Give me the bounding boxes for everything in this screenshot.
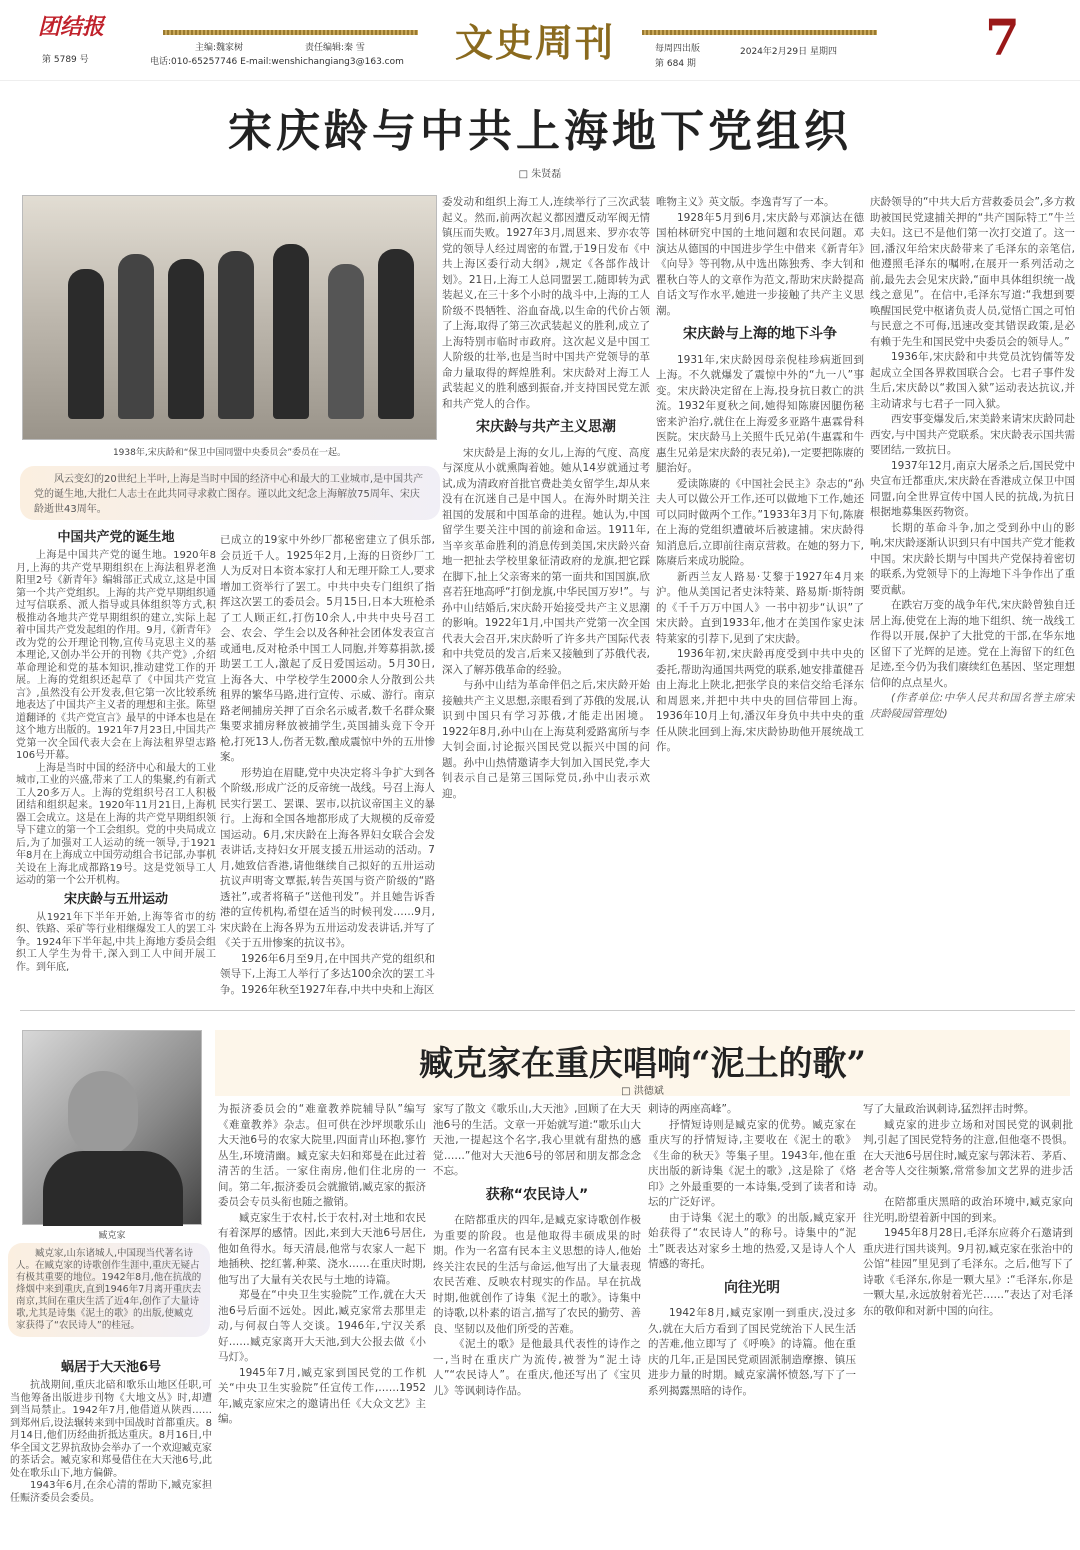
paragraph: 臧克家生于农村,长于农村,对土地和农民有着深厚的感情。因此,来到大天池6号居住,他如鱼得水。每天清晨,他常与农家人一起下地插秧、挖红薯,种菜、浇水……在重庆时期,他写出了大量有关农民与土地的诗篇。	[218, 1211, 426, 1286]
paragraph: 1945年7月,臧克家到国民党的工作机关“中央卫生实验院”任宣传工作,……1952年,臧克家应宋之的邀请出任《大众文艺》主编。	[218, 1366, 426, 1425]
paragraph: 家写了散文《歌乐山,大天池》,回顾了在大天池6号的生活。文章一开始就写道:“歌乐山大天池,一提起这个名字,我心里就有甜热的感觉……”他对大天池6号的邻居和朋友都念念不忘。	[433, 1103, 641, 1177]
paragraph: 抗战期间,重庆北碚和歌乐山地区任职,可当他筹备出版进步刊物《大地文丛》时,却遭到当局禁止。1942年7月,他借道从陕西……到郑州后,设法辗转来到中国战时首都重庆。8月14日,他们历经曲折抵达重庆。8月16日,中华全国文艺界抗敌协会举办了一个欢迎臧克家的茶话会。臧克家和郑曼借住在大天池6号,此处在歌乐山下,地方偏僻。	[10, 1380, 212, 1479]
article1-column-5	[870, 195, 1075, 1003]
paragraph: 唯物主义》英文版。李逸青写了一本。	[656, 196, 835, 208]
article1-photo-caption: 1938年,宋庆龄和“保卫中国同盟中央委员会”委员在一起。	[112, 448, 347, 458]
paragraph: 新西兰友人路易·艾黎于1927年4月来沪。他从美国记者史沫特莱、路易斯·斯特朗的《千千万万中国人》一书中初步“认识”了宋庆龄。直到1933年,他才在美国作家史沫特莱家的引荐下,见到了宋庆龄。	[656, 570, 864, 645]
article2-column-3	[433, 1102, 641, 1548]
paragraph: 庆龄领导的“中共大后方营救委员会”,多方救助被国民党逮捕关押的“共产国际特工”牛兰夫妇。这已不是他们第一次打交道了。这一回,潘汉年给宋庆龄带来了毛泽东的亲笔信,他遵照毛泽东的嘱咐,在展开一系列活动之前,最先去会见宋庆龄,“面申具体组织统一战线之意见”。在信中,毛泽东写道:“我想到要唤醒国民党中枢诸负责人员,觉悟亡国之可怕与民意之不可侮,迅速改变其错误政策,是必有赖于先生和国民党中央委员会的领导人。”	[870, 196, 1075, 348]
publish-schedule: 每周四出版	[655, 44, 701, 54]
section-heading: 中国共产党的诞生地	[57, 530, 175, 545]
section-heading: 宋庆龄与五卅运动	[63, 891, 168, 907]
paragraph: 刺诗的两座高峰”。	[648, 1103, 738, 1115]
paragraph: 写了大量政治讽刺诗,猛烈抨击时弊。	[863, 1103, 1035, 1115]
paragraph: 西安事变爆发后,宋美龄来请宋庆龄同赴西安,与中国共产党联系。宋庆龄表示国共需要团结,一致抗日。	[870, 413, 1075, 456]
paragraph: 1936年初,宋庆龄再度受到中共中央的委托,帮助沟通国共两党的联系,她安排董健吾由上海北上陕北,把张学良的来信交给毛泽东和周恩来,并把中共中央的回信带回上海。1936年10月上旬,潘汉年身负中共中央的重任从陕北回到上海,宋庆龄协助他开展统战工作。	[656, 648, 864, 753]
article1-title: 宋庆龄与中共上海地下党组织	[228, 106, 852, 157]
section-heading: 宋庆龄与上海的地下斗争	[683, 326, 837, 342]
header-bar-left	[163, 30, 418, 35]
author-note: (作者单位:中华人民共和国名誉主席宋庆龄陵园管理处)	[870, 692, 1075, 720]
paragraph: 从1921年下半年开始,上海等省市的纺织、铁路、采矿等行业相继爆发工人的罢工斗争。1924年下半年起,中共上海地方委员会组织工人学生为骨干,深入到工人中间开展工作。到年底,	[16, 911, 216, 973]
issue-number: 第 5789 号	[42, 55, 89, 65]
article2-byline: □ 洪德斌	[621, 1086, 664, 1097]
section-heading: 宋庆龄与共产主义思潮	[476, 419, 616, 435]
paragraph: 1943年6月,在余心清的帮助下,臧克家担任赈济委员会委员。	[10, 1480, 212, 1504]
paragraph: 在跌宕万变的战争年代,宋庆龄曾独自迁居上海,使党在上海的地下组织、统一战线工作得以开展,保护了大批党的干部,在华东地区留下了光辉的足迹。党在上海留下的红色足迹,至今仍为我们赓续红色基因、坚定理想信仰的点点星火。	[870, 599, 1075, 689]
article1-byline: □ 朱贤磊	[518, 169, 562, 180]
paragraph: 与孙中山结为革命伴侣之后,宋庆龄开始接触共产主义思想,亲眼看到了苏俄的发展,认识到中国只有学习苏俄,才能走出困境。1922年8月,孙中山在上海莫利爱路寓所与李大钊会面,讨论振兴国民党以振兴中国的问题。孙中山热情邀请李大钊加入国民党,李大钊表示自己是第三国际党员,孙中山表示欢迎。	[442, 679, 650, 800]
paragraph: 爱读陈赓的《中国社会民主》杂志的“孙夫人可以做公开工作,还可以做地下工作,她还可以同时做两个工作。”1933年3月下旬,陈赓在上海的党组织遭破坏后被逮捕。宋庆龄得知消息后,立即前往南京营救。在她的努力下,陈赓后来成功脱险。	[656, 477, 864, 567]
newspaper-logo: 团结报	[38, 14, 105, 40]
masthead-title: 文史周刊	[455, 21, 616, 65]
header-divider	[0, 80, 1080, 81]
paragraph: 形势迫在眉睫,党中央决定将斗争扩大到各个阶级,形成广泛的反帝统一战线。号召上海人民实行罢工、罢课、罢市,以抗议帝国主义的暴行。上海和全国各地都形成了大规模的反帝爱国运动。6月,宋庆龄在上海各界妇女联合会发表讲话,支持妇女开展支援五卅运动的活动。7月,她致信香港,请他继续自己拟好的五卅运动抗议声明寄文覃振,转告英国与资产阶级的“路透社”,或者将稿子“送他刊发”。并且她告诉香港的宣传机构,希望在适当的时候刊发……9月,宋庆龄在上海各界为五卅运动发表讲话,并写了《关于五卅惨案的抗议书》。	[220, 766, 435, 949]
page-number: 7	[985, 8, 1020, 67]
article-divider	[20, 1010, 1075, 1011]
paragraph: 由于诗集《泥土的歌》的出版,臧克家开始获得了“农民诗人”的称号。诗集中的“泥土”既表达对家乡土地的热爱,又是诗人个人情感的寄托。	[648, 1211, 856, 1270]
editor-in-chief: 主编:魏家树	[195, 43, 244, 53]
period-number: 第 684 期	[655, 59, 696, 69]
paragraph: 上海是中国共产党的诞生地。1920年8月,上海的共产党早期组织在上海法租界老渔阳里2号《新青年》编辑部正式成立,这是中国第一个共产党组织。上海的共产党早期组织通过写信联系、派人指导或具体组织等方式,积极推动各地共产党早期组织的建立,实际上起着中国共产党发起组的作用。9月,《新青年》改为党的公开理论刊物,宣传马克思主义的基本理论,又创办半公开的刊物《共产党》,介绍革命理论和党的基本知识,推动建党工作的开展。上海的党组织还起草了《中国共产党宣言》,虽然没有公开发表,但它第一次比较系统地表达了中国共产主义者的理想和主张。陈望道翻译的《共产党宣言》最早的中译本也是在这个地方出版的。1921年7月23日,中国共产党第一次全国代表大会在上海法租界望志路106号开幕。	[16, 550, 216, 761]
article1-column-4	[656, 195, 864, 1003]
paragraph: 1942年8月,臧克家刚一到重庆,没过多久,就在大后方看到了国民党统治下人民生活的苦难,他立即写了《呼唤》的诗篇。他在重庆的几年,正是国民党顽固派制造摩擦、镇压进步力量的时期。臧克家满怀愤怒,写下了一系列揭露黑暗的诗作。	[648, 1307, 856, 1397]
article1-column-1	[16, 526, 216, 1008]
article1-column-2	[220, 533, 435, 1003]
article1-photo	[22, 195, 437, 440]
article2-column-4	[648, 1102, 856, 1548]
paragraph: 《泥土的歌》是他最具代表性的诗作之一,当时在重庆广为流传,被誉为“泥土诗人”“农民诗人”。在重庆,他还写出了《宝贝儿》等讽刺诗作品。	[433, 1338, 641, 1397]
header-bar-right	[642, 30, 877, 35]
paragraph: 1936年,宋庆龄和中共党员沈钧儒等发起成立全国各界救国联合会。七君子事件发生后,宋庆龄以“救国入狱”运动表达抗议,并主动请求与七君子一同入狱。	[870, 351, 1075, 410]
paragraph: 1931年,宋庆龄因母亲倪桂珍病逝回到上海。不久就爆发了震惊中外的“九一八”事变。宋庆龄决定留在上海,投身抗日救亡的洪流。1932年夏秋之间,她得知陈赓因腿伤秘密来沪治疗,就住在上海爱多亚路牛惠霖骨科医院。宋庆龄马上关照牛氏兄弟(牛惠霖和牛惠生兄弟是宋庆龄的表兄弟),一定要把陈赓的腿治好。	[656, 353, 864, 474]
paragraph: 1945年8月28日,毛泽东应蒋介石邀请到重庆进行国共谈判。9月初,臧克家在张治中的公馆“桂园”里见到了毛泽东。之后,他写下了诗歌《毛泽东,你是一颗大星》:“毛泽东,你是一颗大星,永远放射着光芒……”表达了对毛泽东的敬仰和对新中国的向往。	[863, 1227, 1073, 1317]
paragraph: 抒情短诗则是臧克家的优势。臧克家在重庆写的抒情短诗,主要收在《泥土的歌》《生命的秋天》等集子里。1943年,他在重庆出版的新诗集《泥土的歌》,这是除了《烙印》之外最重要的一本诗集,受到了读者和诗坛的广泛好评。	[648, 1118, 856, 1208]
article2-column-2	[218, 1102, 426, 1548]
section-heading: 向往光明	[724, 1279, 780, 1296]
article2-summary: 臧克家,山东诸城人,中国现当代著名诗人。在臧克家的诗歌创作生涯中,重庆无疑占有极其重要的地位。1942年8月,他在抗战的烽烟中来到重庆,直到1946年7月离开重庆去南京,其间在重庆生活了近4年,创作了大量诗歌,尤其是诗集《泥土的歌》的出版,使臧克家获得了“农民诗人”的桂冠。	[8, 1243, 210, 1337]
publish-date: 2024年2月29日 星期四	[740, 47, 837, 57]
paragraph: 已成立的19家中外纱厂都秘密建立了俱乐部,会员近千人。1925年2月,上海的日资纱厂工人为反对日本资本家打人和无理开除工人,要求增加工资举行了罢工。中共中央专门组织了指挥这次罢工的委员会。5月15日,日本大班枪杀了工人顾正红,打伤10余人,中共中央号召工会、农会、学生会以及各种社会团体发表宣言或通电,反对枪杀中国工人同胞,并筹募捐款,援助罢工工人,激起了反日爱国运动。5月30日,上海各大、中学校学生2000余人分散到公共租界的繁华马路,进行宣传、示威、游行。南京路老闸捕房关押了百余名示威者,数千名群众聚集要求捕房释放被捕学生,英国捕头竟下令开枪,打死13人,伤者无数,酿成震惊中外的五卅惨案。	[220, 534, 435, 763]
paragraph: 长期的革命斗争,加之受到孙中山的影响,宋庆龄逐渐认识到只有中国共产党才能救中国。宋庆龄长期与中国共产党保持着密切的联系,为党领导下的上海地下斗争作出了重要贡献。	[870, 521, 1075, 596]
paragraph: 1928年5月到6月,宋庆龄与邓演达在德国柏林研究中国的土地问题和农民问题。邓演达从德国的中国进步学生中借来《新青年》《向导》等刊物,从中选出陈独秀、李大钊和瞿秋白等人的文章作为范文,帮助宋庆龄提高自话文写作水平,她进一步接触了共产主义思潮。	[656, 211, 864, 317]
article1-summary: 风云变幻的20世纪上半叶,上海是当时中国的经济中心和最大的工业城市,是中国共产党的诞生地,大批仁人志士在此共同寻求救亡图存。谨以此文纪念上海解放75周年、宋庆龄逝世43周年。	[20, 466, 440, 520]
paragraph: 宋庆龄是上海的女儿,上海的气度、高度与深度从小就熏陶着她。她从14岁就通过考试,成为清政府首批官费赴美女留学生,却从来没有在沉迷自己是中国人。在海外时期关注祖国的发展和中国革命的进程。她认为,中国留学生要关注中国的前途和命运。1911年,当辛亥革命胜利的消息传到美国,宋庆龄兴奋地一把扯去学校里象征清政府的龙旗,把它踩在脚下,扯上父亲寄来的第一面共和国国旗,欣喜若狂地高呼“打倒龙旗,中华民国万岁!”。与孙中山结婚后,宋庆龄开始接受共产主义思潮的影响。1922年1月,中国共产党第一次全国代表大会召开,宋庆龄听了许多共产国际代表和中共党员的发言,后来又接触到了苏俄代表,深入了解苏俄革命的经验。	[442, 446, 650, 676]
paragraph: 1926年6月至9月,在中国共产党的组织和领导下,上海工人举行了多达100余次的罢工斗争。1926年秋至1927年春,中共中央和上海区	[220, 952, 435, 996]
article1-column-3	[442, 195, 650, 1003]
paragraph: 在陪都重庆的四年,是臧克家诗歌创作极为重要的阶段。也是他取得丰硕成果的时期。作为一名富有民本主义思想的诗人,他始终关注农民的生活与命运,他写出了大量表现农民苦难、反映农村现实的作品。早在抗战时期,他就创作了诗集《泥土的歌》。诗集中的诗歌,以朴素的语言,描写了农民的勤劳、善良、坚韧以及他们所受的苦难。	[433, 1214, 641, 1335]
section-heading: 获称“农民诗人”	[485, 1186, 589, 1203]
responsible-editor: 责任编辑:秦 雪	[305, 43, 365, 53]
paragraph: 委发动和组织上海工人,连续举行了三次武装起义。然而,前两次起义都因遭反动军阀无情镇压而失败。1927年3月,周恩来、罗亦农等党的领导人经过周密的布置,于19日发布《中共上海区委行动大纲》,规定《各部作战计划》。21日,上海工人总同盟罢工,随即转为武装起义,在三十多个小时的战斗中,上海的工人阶级不畏牺牲、浴血奋战,以生命的代价占领了上海,取得了第三次武装起义的胜利,成立了上海特别市临时市政府。这次起义是中国工人阶级的壮举,也是当时中国共产党领导的革命力量取得的辉煌胜利。宋庆龄对上海工人武装起义的胜利感到振奋,并支持国民党左派和共产党人的合作。	[442, 196, 650, 410]
paragraph: 上海是当时中国的经济中心和最大的工业城市,工业的兴盛,带来了工人的集聚,约有新式工人20多万人。上海的党组织号召工人积极团结和组织起来。1920年11月21日,上海机器工会成立。这是在上海的共产党早期组织领导下建立的第一个工会组织。党的中央局成立后,为了加强对工人运动的统一领导,于1921年8月在上海成立中国劳动组合书记部,办事机关设在上海北成都路19号。这是党领导工人运动的第一个公开机构。	[16, 762, 216, 886]
paragraph: 郑曼在“中央卫生实验院”工作,就在大天池6号后面不远处。因此,臧克家常去那里走动,与何叔白等人交谈。1946年,宁汉关系好……臧克家离开大天池,到大公报去做《小马灯》。	[218, 1289, 426, 1363]
contact-info: 电话:010-65257746 E-mail:wenshichangiang3@163.com	[150, 57, 404, 67]
paragraph: 臧克家的进步立场和对国民党的讽刺批判,引起了国民党特务的注意,但他毫不畏惧。在大天池6号居住时,臧克家与郭沫若、茅盾、老舍等人交往频繁,常常参加文艺界的进步活动。	[863, 1118, 1073, 1193]
article2-portrait-photo	[22, 1030, 202, 1225]
paragraph: 在陪都重庆黑暗的政治环境中,臧克家向往光明,盼望着新中国的到来。	[863, 1196, 1073, 1224]
section-heading: 蜗居于大天池6号	[60, 1360, 162, 1375]
article2-column-5	[863, 1102, 1073, 1548]
article2-photo-caption: 臧克家	[98, 1231, 126, 1241]
paragraph: 1937年12月,南京大屠杀之后,国民党中央宣布迁都重庆,宋庆龄在香港成立保卫中国同盟,向全世界宣传中国人民的抗战,为抗日根据地募集医药物资。	[870, 459, 1075, 518]
paragraph: 为振济委员会的“难童教养院辅导队”编写《难童教养》杂志。但可供在沙坪坝歌乐山大天池6号的农家大院里,四面青山环抱,寥竹丛生,环境清幽。臧克家夫妇和郑曼在此过着清苦的生活。一家住南房,他们住北房的一间。第二年,振济委员会就撤销,臧克家的振济委员会专员头衔也随之撤销。	[218, 1103, 426, 1208]
article2-title: 臧克家在重庆唱响“泥土的歌”	[418, 1044, 867, 1084]
article2-column-1	[10, 1356, 212, 1549]
